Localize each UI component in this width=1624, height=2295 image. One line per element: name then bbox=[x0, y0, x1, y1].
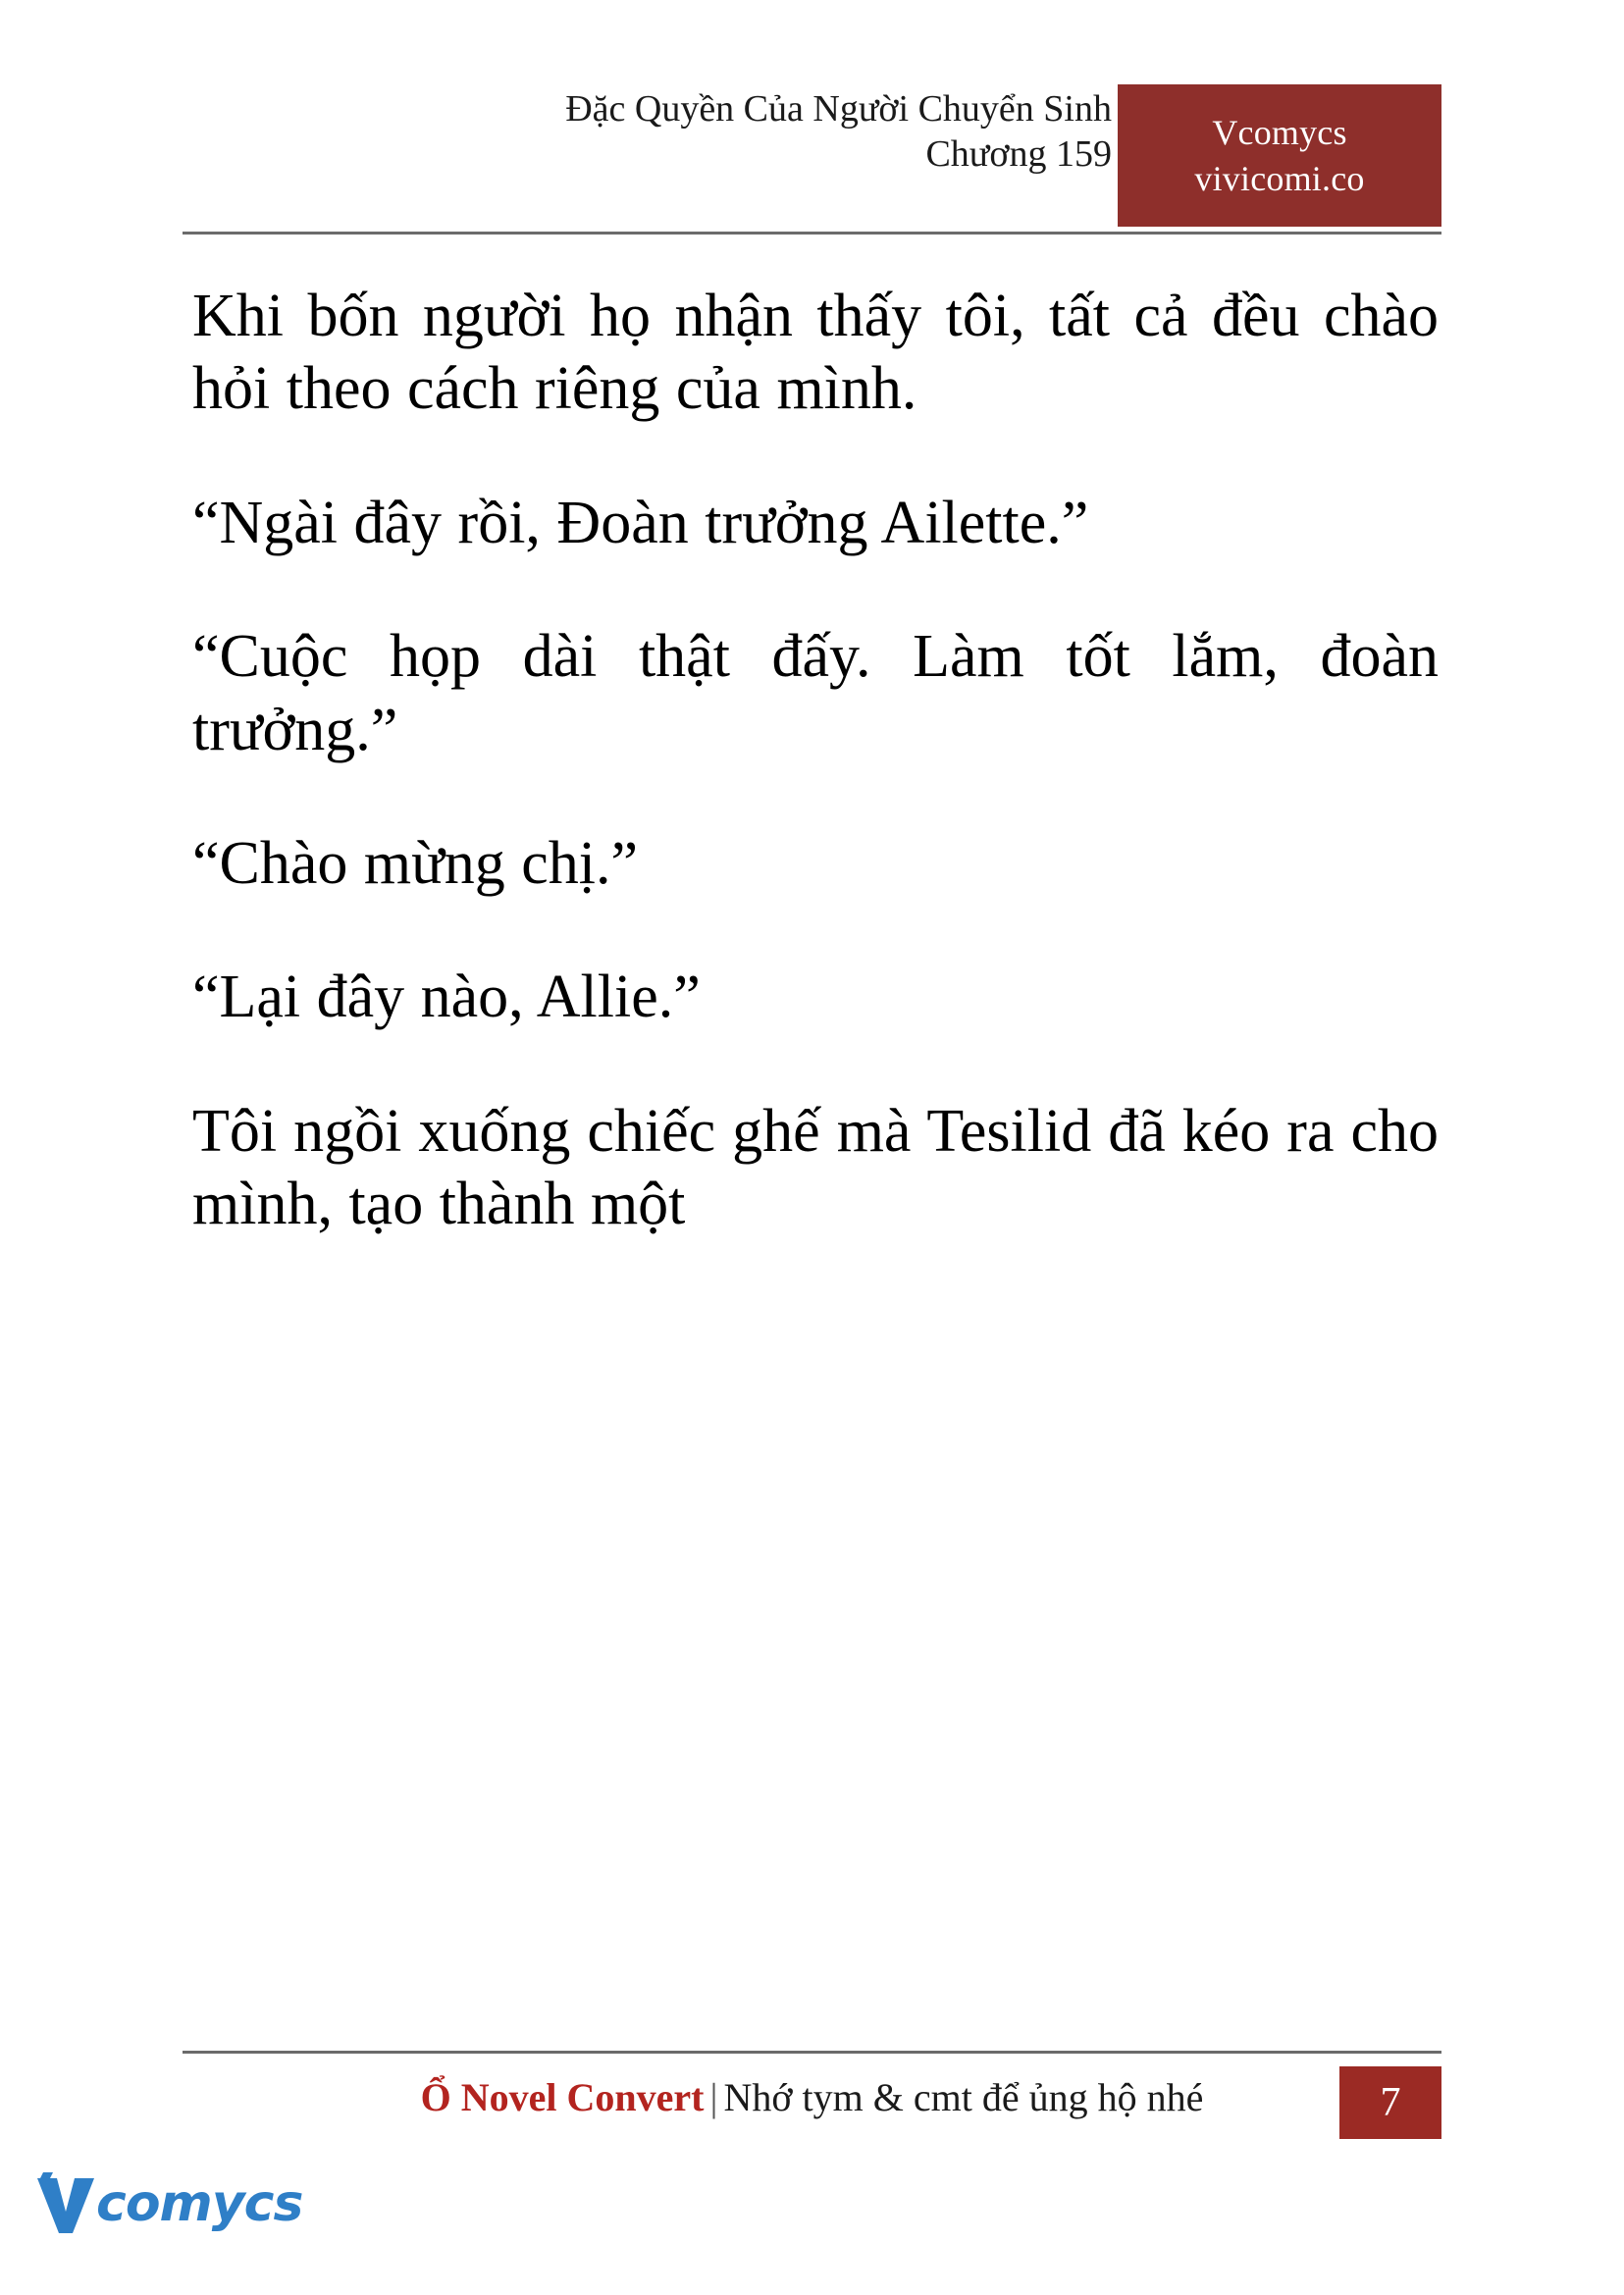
page-footer bbox=[183, 2066, 1441, 2143]
footer-divider bbox=[183, 2051, 1441, 2054]
watermark-logo bbox=[35, 2165, 303, 2259]
site-badge-name: Vcomycs bbox=[1212, 113, 1347, 153]
vcomycs-v-icon bbox=[35, 2172, 96, 2237]
book-title: Đặc Quyền Của Người Chuyển Sinh bbox=[565, 88, 1112, 130]
header-title-block bbox=[346, 86, 1112, 178]
footer-separator: | bbox=[709, 2075, 718, 2119]
paragraph: “Lại đây nào, Allie.” bbox=[192, 964, 701, 1031]
page-number-badge bbox=[1339, 2066, 1441, 2139]
chapter-label: Chương 159 bbox=[925, 133, 1112, 176]
page-header bbox=[183, 86, 1441, 232]
paragraph: “Cuộc họp dài thật đấy. Làm tốt lắm, đoàn trưởng.” bbox=[192, 623, 1439, 763]
paragraph: Khi bốn người họ nhận thấy tôi, tất cả đều chào hỏi theo cách riêng của mình. bbox=[192, 283, 1439, 423]
site-badge-url: vivicomi.co bbox=[1194, 158, 1365, 198]
page-number: 7 bbox=[1380, 2080, 1401, 2125]
footer-brand: Ổ Novel Convert bbox=[420, 2075, 705, 2119]
watermark-text: comycs bbox=[96, 2174, 303, 2233]
paragraph: “Ngài đây rồi, Đoàn trưởng Ailette.” bbox=[192, 489, 1089, 556]
paragraph: Tôi ngồi xuống chiếc ghế mà Tesilid đã kéo ra cho mình, tạo thành một bbox=[192, 1097, 1439, 1238]
header-divider bbox=[183, 232, 1441, 235]
page-content bbox=[192, 280, 1439, 1241]
site-badge bbox=[1118, 84, 1441, 227]
footer-note: Nhớ tym & cmt để ủng hộ nhé bbox=[723, 2075, 1204, 2119]
footer-credit bbox=[183, 2074, 1441, 2120]
paragraph: “Chào mừng chị.” bbox=[192, 829, 638, 897]
